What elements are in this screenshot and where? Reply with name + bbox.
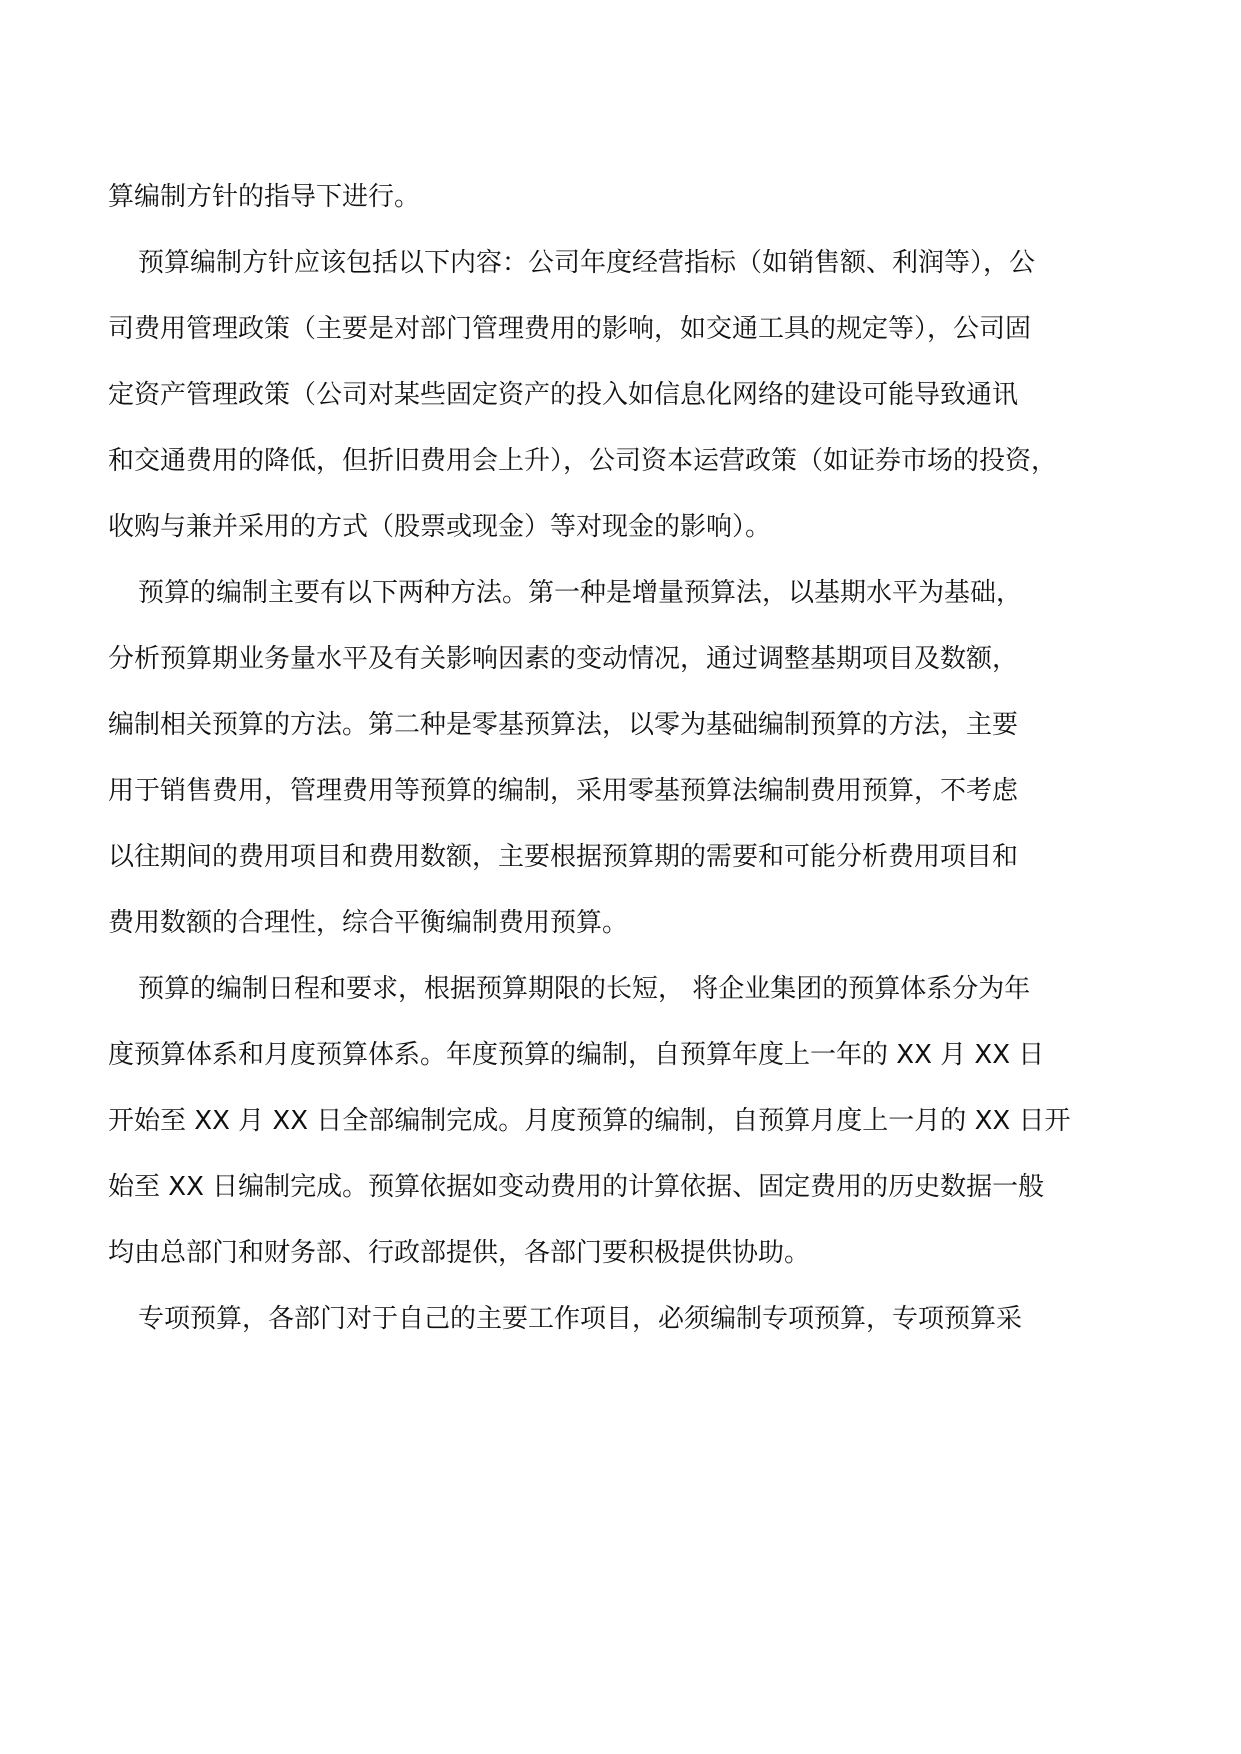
text-line-1: 算编制方针的指导下进行。 bbox=[108, 182, 421, 212]
text-line-15: 开始至 XX 月 XX 日全部编制完成。月度预算的编制，自预算月度上一月的 XX 日开 bbox=[108, 1106, 1071, 1136]
text-line-11: 以往期间的费用项目和费用数额，主要根据预算期的需要和可能分析费用项目和 bbox=[108, 842, 1019, 872]
text-line-9: 编制相关预算的方法。第二种是零基预算法，以零为基础编制预算的方法，主要 bbox=[108, 710, 1019, 740]
text-line-2: 预算编制方针应该包括以下内容：公司年度经营指标（如销售额、利润等），公 bbox=[138, 248, 1036, 278]
text-line-18: 专项预算，各部门对于自己的主要工作项目，必须编制专项预算，专项预算采 bbox=[138, 1304, 1023, 1334]
text-line-14: 度预算体系和月度预算体系。年度预算的编制，自预算年度上一年的 XX 月 XX 日 bbox=[108, 1040, 1045, 1070]
document-body bbox=[108, 164, 1138, 1352]
text-line-17: 均由总部门和财务部、行政部提供，各部门要积极提供协助。 bbox=[108, 1238, 811, 1268]
text-line-8: 分析预算期业务量水平及有关影响因素的变动情况，通过调整基期项目及数额， bbox=[108, 644, 1019, 674]
text-line-13: 预算的编制日程和要求，根据预算期限的长短， 将企业集团的预算体系分为年 bbox=[138, 974, 1031, 1004]
text-line-10: 用于销售费用，管理费用等预算的编制，采用零基预算法编制费用预算，不考虑 bbox=[108, 776, 1019, 806]
text-line-7: 预算的编制主要有以下两种方法。第一种是增量预算法，以基期水平为基础， bbox=[138, 578, 1023, 608]
text-line-6: 收购与兼并采用的方式（股票或现金）等对现金的影响）。 bbox=[108, 512, 772, 542]
text-line-4: 定资产管理政策（公司对某些固定资产的投入如信息化网络的建设可能导致通讯 bbox=[108, 380, 1019, 410]
text-line-12: 费用数额的合理性，综合平衡编制费用预算。 bbox=[108, 908, 629, 938]
text-line-5: 和交通费用的降低，但折旧费用会上升），公司资本运营政策（如证券市场的投资， bbox=[108, 446, 1058, 476]
text-line-3: 司费用管理政策（主要是对部门管理费用的影响，如交通工具的规定等），公司固 bbox=[108, 314, 1032, 344]
text-line-16: 始至 XX 日编制完成。预算依据如变动费用的计算依据、固定费用的历史数据一般 bbox=[108, 1172, 1045, 1202]
